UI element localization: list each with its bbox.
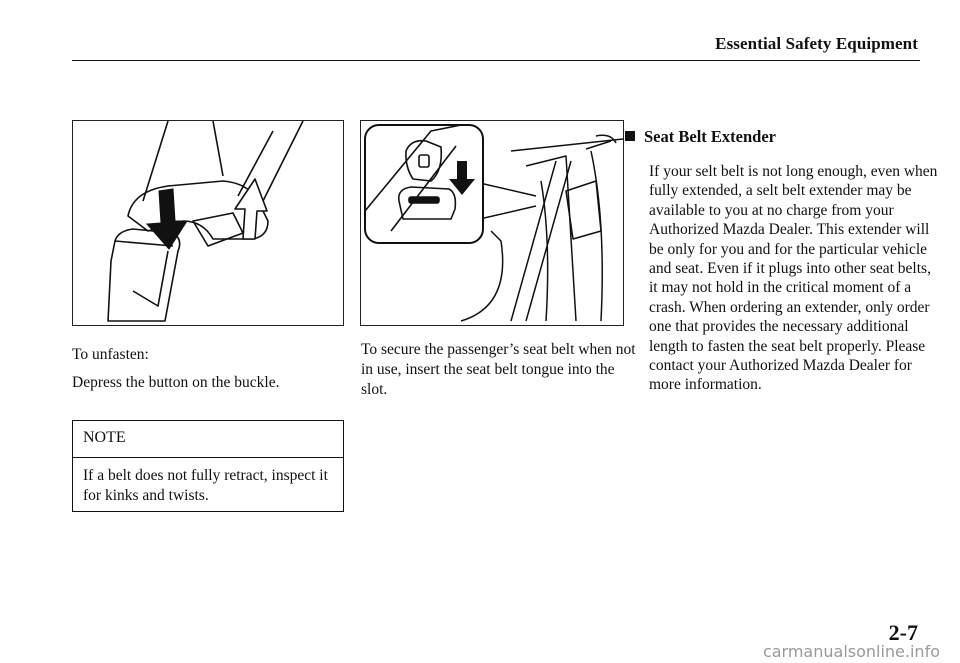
note-heading: NOTE [83, 429, 126, 446]
unfasten-figure [72, 120, 344, 326]
page-header-title: Essential Safety Equipment [715, 34, 918, 53]
unfasten-caption-2: Depress the button on the buckle. [72, 374, 280, 391]
header-divider [72, 60, 920, 61]
seat-belt-stowage-slot-illustration-icon [361, 121, 623, 325]
note-box [72, 420, 344, 512]
section-heading-text: Seat Belt Extender [644, 127, 776, 146]
page-number: 2-7 [888, 620, 918, 645]
seat-belt-extender-body: If your selt belt is not long enough, even when fully extended, a selt belt extender may be available to you at no charge from your Authorized Mazda Dealer. This extender will be only for you and for the particular vehicle and seat. Even if it plugs into other seat belts, it may not hold in the critical moment of a crash. When ordering an extender, only order one that provides the necessary additional length to fasten the seat belt properly. Please contact your Authorized Mazda Dealer for more information. [649, 163, 938, 394]
note-body: If a belt does not fully retract, inspect it for kinks and twists. [83, 467, 328, 504]
square-bullet-icon [625, 131, 635, 141]
press-down-arrow-icon [147, 189, 187, 249]
watermark: carmanualsonline.info [762, 642, 940, 661]
seat-belt-unfasten-illustration-icon [73, 121, 343, 325]
stowage-figure [360, 120, 624, 326]
note-divider [73, 457, 343, 458]
detail-inset [365, 125, 483, 243]
section-heading-seat-belt-extender [625, 127, 776, 147]
unfasten-caption-1: To unfasten: [72, 346, 149, 363]
stowage-caption: To secure the passenger’s seat belt when not in use, insert the seat belt tongue into the slot. [361, 341, 636, 398]
retract-up-arrow-icon [235, 179, 267, 239]
